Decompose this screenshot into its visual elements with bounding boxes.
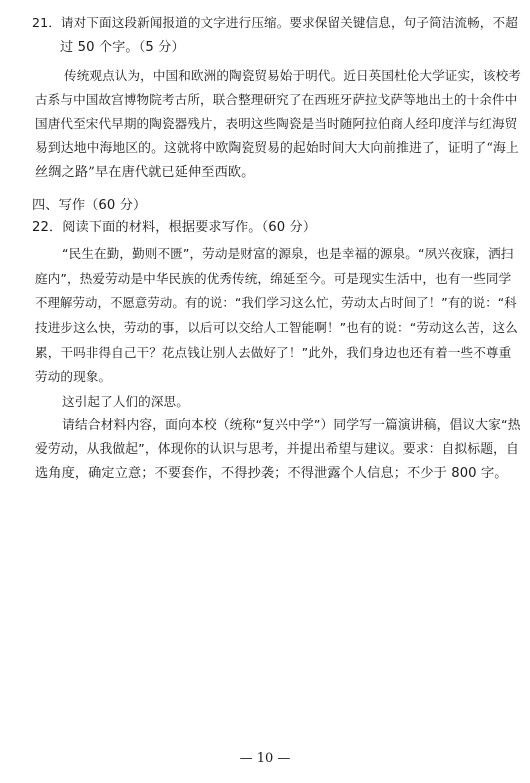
q21-prompt-line1: 21．请对下面这段新闻报道的文字进行压缩。要求保留关键信息，句子简洁流畅，不超 — [32, 15, 518, 30]
q22-material-line: 这引起了人们的深思。 — [62, 394, 189, 409]
page-number: — 10 — — [239, 751, 291, 766]
section-4-title: 四、写作（60 分） — [32, 198, 147, 213]
q21-passage-line: 传统观点认为，中国和欧洲的陶瓷贸易始于明代。近日英国杜伦大学证实，该校考 — [64, 68, 521, 83]
q22-requirement-line: 请结合材料内容，面向本校（统称“复兴中学”）同学写一篇演讲稿，倡议大家“热 — [62, 418, 521, 433]
q22-material-line: 技进步这么快，劳动的事，以后可以交给人工智能啊！”也有的说：“劳动这么苦，这么 — [35, 320, 518, 335]
q21-prompt-line2: 过 50 个字。（5 分） — [60, 40, 185, 55]
q22-material-line: 累，干吗非得自己干？花点钱让别人去做好了！”此外，我们身边也还有着一些不尊重 — [35, 345, 512, 360]
q22-requirement-line: 选角度，确定立意；不要套作，不得抄袭；不得泄露个人信息；不少于 800 字。 — [35, 466, 508, 481]
q22-material-line: 庭内”，热爱劳动是中华民族的优秀传统，绵延至今。可是现实生活中，也有一些同学 — [35, 271, 512, 286]
q22-prompt: 22．阅读下面的材料，根据要求写作。（60 分） — [32, 220, 317, 235]
q22-requirement-line: 爱劳动，从我做起”，体现你的认识与思考，并提出希望与建议。要求：自拟标题，自 — [35, 442, 519, 457]
q21-passage-line: 古系与中国故宫博物院考古所，联合整理研究了在西班牙萨拉戈萨等地出土的十余件中 — [35, 92, 518, 107]
q22-material-line: “民生在勤，勤则不匮”，劳动是财富的源泉，也是幸福的源泉。“夙兴夜寐，洒扫 — [62, 246, 514, 261]
q22-material-line: 劳动的现象。 — [35, 369, 112, 384]
q21-passage-line: 丝绸之路”早在唐代就已延伸至西欧。 — [35, 165, 255, 180]
q21-passage-line: 易到达地中海地区的。这就将中欧陶瓷贸易的起始时间大大向前推进了，证明了“海上 — [35, 141, 519, 156]
q22-material-line: 不理解劳动，不愿意劳动。有的说：“我们学习这么忙，劳动太占时间了！”有的说：“科 — [35, 295, 517, 310]
q21-passage-line: 国唐代至宋代早期的陶瓷器残片，表明这些陶瓷是当时随阿拉伯商人经印度洋与红海贸 — [35, 116, 518, 131]
